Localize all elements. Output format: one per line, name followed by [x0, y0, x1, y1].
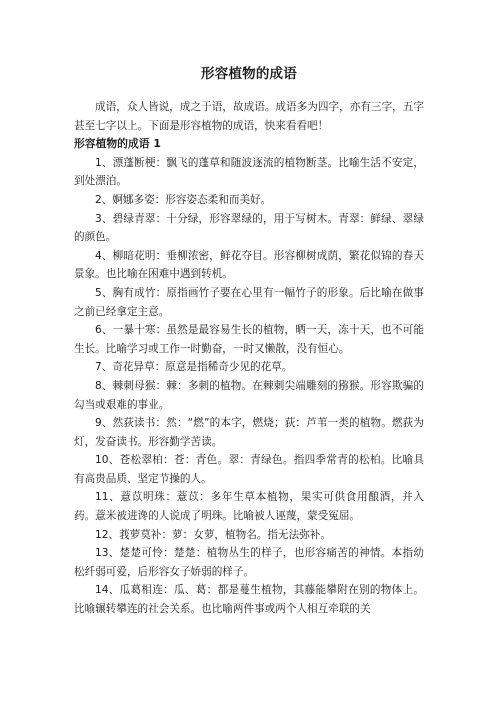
entry-paragraph: 2、婀娜多姿：形容姿态柔和而美好。	[95, 193, 272, 206]
entry-paragraph: 7、奇花异草：原意是指稀奇少见的花草。	[95, 361, 293, 374]
entry-paragraph: 9、然荻读书：然：“燃”的本字，燃烧；荻：芦苇一类的植物。燃荻为灯，发奋读书。形容勤学苦读。	[74, 417, 424, 448]
entry-paragraph: 14、瓜葛相连：瓜、葛：都是蔓生植物，其藤能攀附在别的物体上。比喻辗转攀连的社会关系。也比喻两件事或两个人相互牵联的关	[74, 584, 424, 616]
entry-paragraph: 10、苍松翠柏：苍：青色。翠：青绿色。指四季常青的松柏。比喻具有高贵品质、坚定节操的人。	[74, 454, 424, 485]
document-title: 形容植物的成语	[201, 66, 297, 82]
entry-paragraph: 5、胸有成竹：原指画竹子要在心里有一幅竹子的形象。后比喻在做事之前已经拿定主意。	[74, 286, 424, 318]
entry-paragraph: 4、柳暗花明：垂柳浓密，鲜花夺目。形容柳树成荫，繁花似锦的春天景象。也比喻在困难中遇到转机。	[74, 249, 424, 281]
entry-paragraph: 3、碧绿青翠：十分绿，形容翠绿的，用于写树木。青翠：鲜绿、翠绿的颜色。	[74, 212, 424, 244]
entry-paragraph: 8、棘刺母猴：棘：多刺的植物。在棘刺尖端雕刻的猕猴。形容欺骗的勾当或艰难的事业。	[74, 379, 424, 411]
entry-paragraph: 12、莪萝莫补：萝：女萝，植物名。指无法弥补。	[95, 528, 331, 541]
intro-paragraph: 成语，众人皆说，成之于语，故成语。成语多为四字，亦有三字，五字甚至七字以上。下面是形容植物的成语，快来看看吧！	[74, 101, 424, 132]
entry-paragraph: 6、一暴十寒：虽然是最容易生长的植物，晒一天，冻十天，也不可能生长。比喻学习或工作一时勤奋，一时又懒散，没有恒心。	[74, 324, 424, 355]
section-heading: 形容植物的成语 1	[74, 137, 161, 151]
entry-paragraph: 1、漂蓬断梗：飘飞的蓬草和随波逐流的植物断茎。比喻生活不安定，到处漂泊。	[74, 156, 424, 188]
entry-paragraph: 13、楚楚可怜：楚楚：植物丛生的样子，也形容痛苦的神情。本指幼松纤弱可爱，后形容女子娇弱的样子。	[74, 547, 424, 578]
entry-paragraph: 11、薏苡明珠：薏苡：多年生草本植物，果实可供食用酿酒，并入药。薏米被进谗的人说成了明珠。比喻被人诬蔑，蒙受冤屈。	[74, 491, 424, 523]
